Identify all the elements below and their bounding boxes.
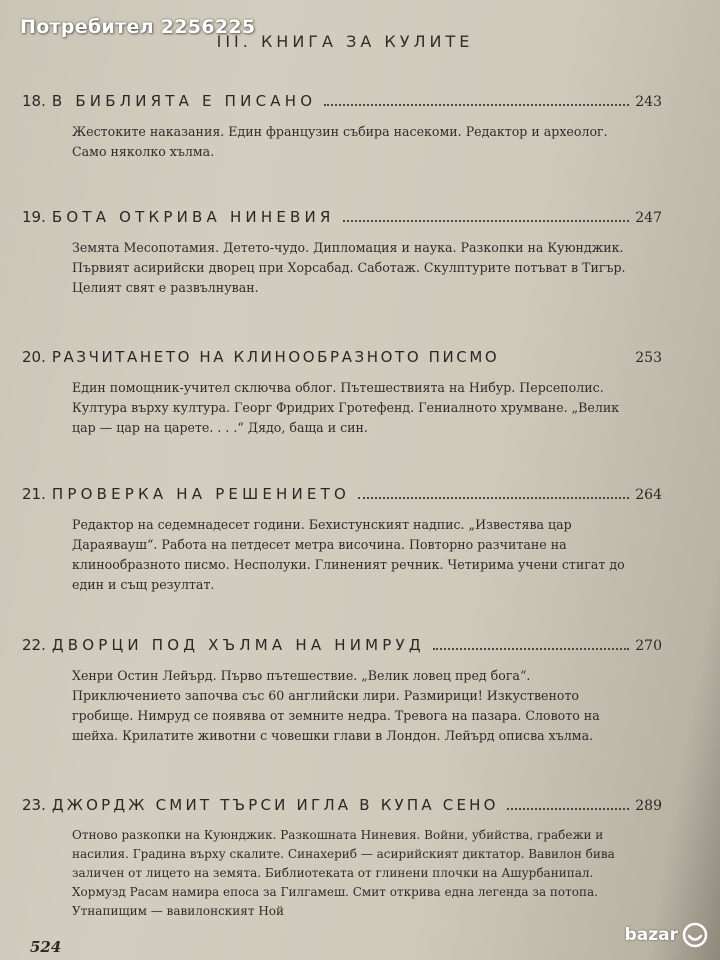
toc-entry [22, 208, 662, 298]
entry-page: 253 [635, 350, 662, 366]
bazar-logo [625, 922, 708, 948]
leader-dots [507, 808, 630, 810]
section-header: III. КНИГА ЗА КУЛИТЕ [216, 32, 474, 51]
leader-dots [507, 360, 629, 362]
entry-description: Жестоките наказания. Един французин събира насекоми. Редактор и археолог. Само няколко хълма. [72, 124, 608, 159]
entry-page: 243 [635, 94, 662, 110]
watermark: Потребител 2256225 [20, 16, 256, 38]
logo-wordmark: bazar [624, 925, 678, 945]
leader-dots [358, 497, 629, 499]
toc-entry [22, 796, 662, 921]
entry-page: 264 [635, 487, 662, 503]
entry-heading [22, 796, 662, 814]
entry-heading [22, 92, 662, 110]
entry-page: 289 [635, 798, 662, 814]
entry-heading [22, 636, 662, 654]
leader-dots [324, 104, 629, 106]
entry-number: 18. [22, 92, 46, 110]
entry-title: ДВОРЦИ ПОД ХЪЛМА НА НИМРУД [51, 636, 425, 654]
entry-heading [22, 485, 662, 503]
entry-heading [22, 208, 662, 226]
entry-description: Един помощник-учител сключва облог. Пътешествията на Нибур. Персеполис. Култура върху култура. Георг Фридрих Гротефенд. Гениалното хрумване. „Велик цар — цар на царете. . . .“ Дядо, баща и син. [72, 380, 620, 435]
entry-description: Редактор на седемнадесет години. Бехистунският надпис. „Известява цар Дараявауш“. Работа на петдесет метра височина. Повторно разчитане на клинообразното писмо. Несполуки. Глиненият речник. Четирима учени стигат до един и същ резултат. [72, 517, 625, 592]
toc-entry [22, 92, 662, 162]
leader-dots [433, 648, 629, 650]
entry-title: В БИБЛИЯТА Е ПИСАНО [51, 92, 317, 110]
toc-entry [22, 636, 662, 746]
entry-title: РАЗЧИТАНЕТО НА КЛИНООБРАЗНОТО ПИСМО [51, 348, 500, 366]
footer-page-number: 524 [30, 938, 62, 956]
toc-entry [22, 348, 662, 438]
entry-title: ДЖОРДЖ СМИТ ТЪРСИ ИГЛА В КУПА СЕНО [51, 796, 499, 814]
entry-description: Хенри Остин Лейърд. Първо пътешествие. „Велик ловец пред бога“. Приключението започва със 60 английски лири. Размирици! Изкуственото гробище. Нимруд се появява от земните недра. Тревога на пазара. Словото на шейха. Крилатите животни с човешки глави в Лондон. Лейърд описва хълма. [72, 668, 600, 743]
entry-number: 21. [22, 485, 46, 503]
toc-entry [22, 485, 662, 595]
entry-title: ПРОВЕРКА НА РЕШЕНИЕТО [51, 485, 350, 503]
entry-description: Отново разкопки на Куюнджик. Разкошната Ниневия. Войни, убийства, грабежи и насилия. Градина върху скалите. Синахериб — асирийският диктатор. Вавилон бива заличен от лицето на земята. Библиотеката от глинени плочки на Ашурбанипал. Хормузд Расам намира епоса за Гилгамеш. Смит открива една легенда за потопа. Утнапищим — вавилонският Ной [72, 828, 615, 918]
entry-number: 19. [22, 208, 46, 226]
entry-number: 23. [22, 796, 46, 814]
leader-dots [343, 220, 630, 222]
smile-icon [682, 922, 708, 948]
entry-title: БОТА ОТКРИВА НИНЕВИЯ [51, 208, 335, 226]
entry-description: Земята Месопотамия. Детето-чудо. Дипломация и наука. Разкопки на Куюнджик. Първият асирийски дворец при Хорсабад. Саботаж. Скулптурите потъват в Тигър. Целият свят е развълнуван. [72, 240, 626, 295]
entry-number: 20. [22, 348, 46, 366]
entry-page: 247 [635, 210, 662, 226]
entry-heading [22, 348, 662, 366]
entry-page: 270 [635, 638, 662, 654]
entry-number: 22. [22, 636, 46, 654]
